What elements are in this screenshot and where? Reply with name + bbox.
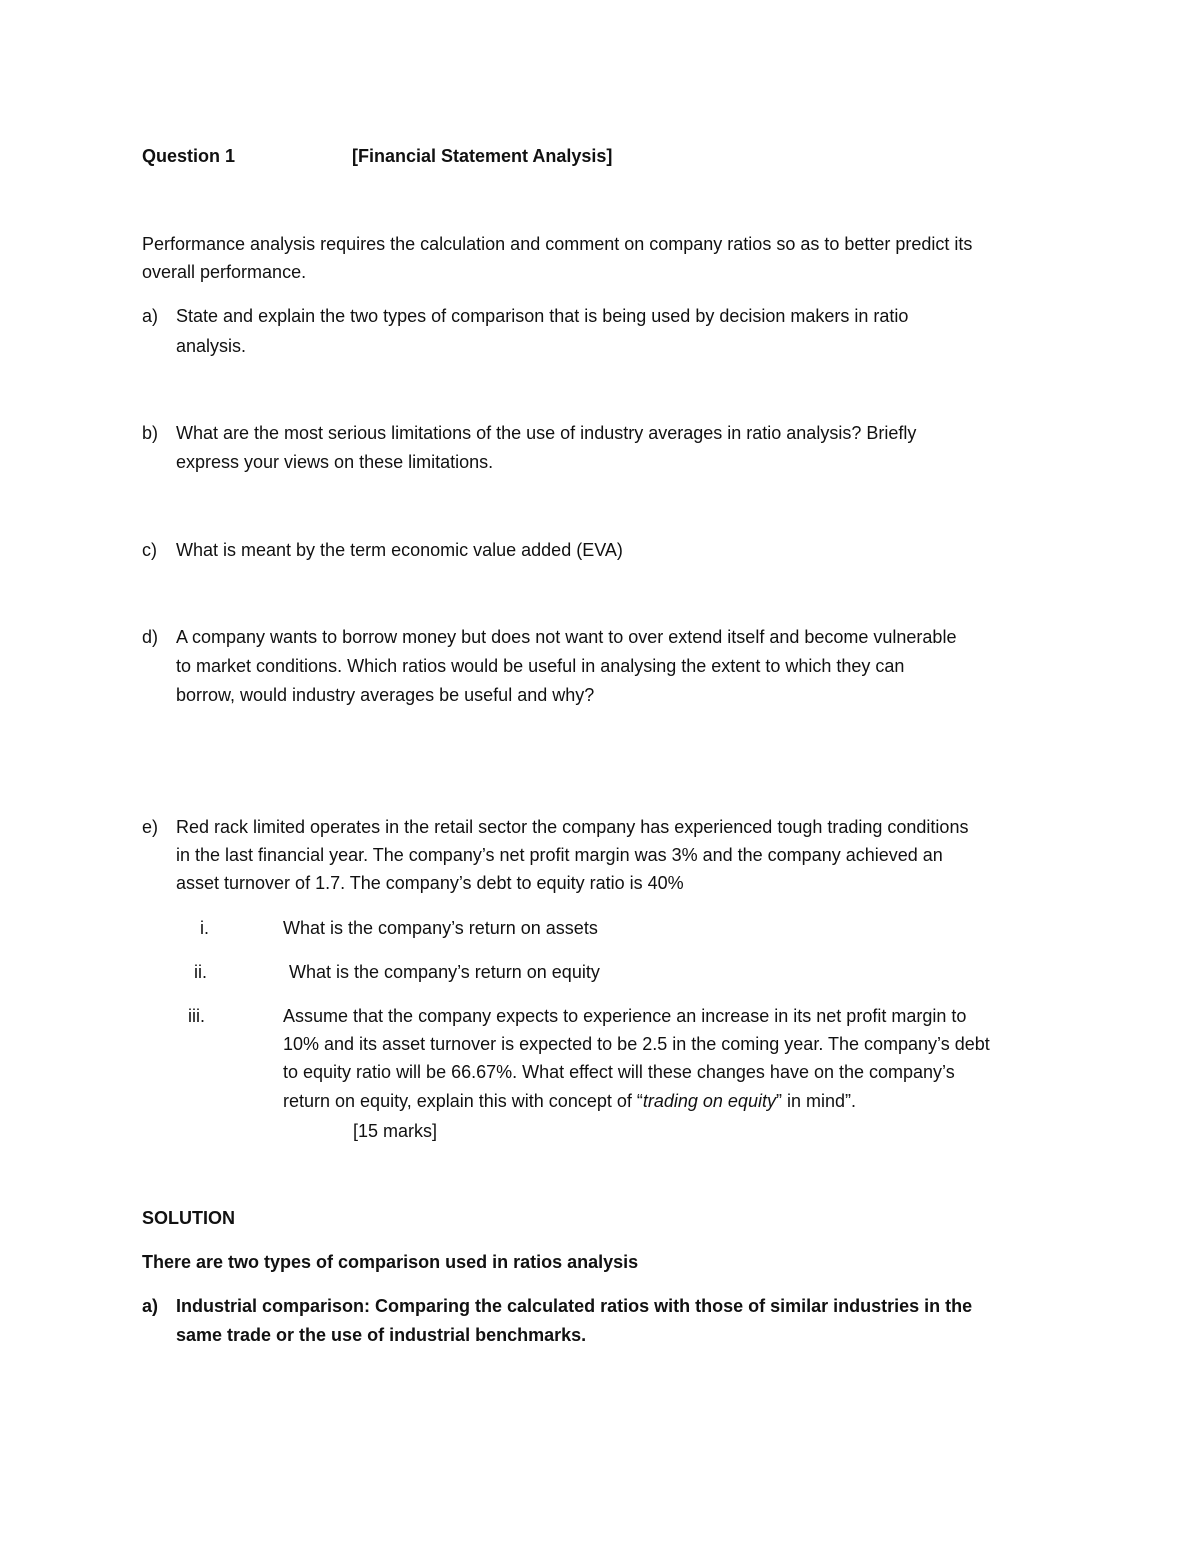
part-e-line-3: asset turnover of 1.7. The company’s debt to equity ratio is 40% (176, 873, 684, 893)
sub-ii-text: What is the company’s return on equity (289, 962, 600, 982)
question-topic: [Financial Statement Analysis] (352, 146, 613, 166)
trading-on-equity-term: trading on equity (642, 1091, 776, 1111)
part-b-line-1: What are the most serious limitations of the use of industry averages in ratio analysis? Briefly (176, 423, 917, 443)
sub-iii-line-4 (283, 1087, 856, 1115)
part-c-label: c) (142, 540, 157, 560)
part-e-line-1: Red rack limited operates in the retail sector the company has experienced tough trading conditions (176, 817, 969, 837)
marks-label: [15 marks] (353, 1121, 438, 1141)
part-a-line-1: State and explain the two types of comparison that is being used by decision makers in ratio (176, 306, 909, 326)
part-a-line-2: analysis. (176, 336, 247, 356)
sub-i-label: i. (200, 918, 209, 938)
sub-iii-line-2: 10% and its asset turnover is expected to be 2.5 in the coming year. The company’s debt (283, 1034, 990, 1054)
part-a-label: a) (142, 306, 159, 326)
solution-a-label: a) (142, 1296, 159, 1316)
solution-heading: SOLUTION (142, 1208, 235, 1228)
part-b-line-2: express your views on these limitations. (176, 452, 494, 472)
sub-iii-label: iii. (188, 1006, 205, 1026)
solution-a-line-1: Industrial comparison: Comparing the calculated ratios with those of similar industries in the (176, 1296, 973, 1316)
sub-ii-label: ii. (194, 962, 207, 982)
sub-iii-line-1: Assume that the company expects to experience an increase in its net profit margin to (283, 1006, 967, 1026)
part-b-label: b) (142, 423, 159, 443)
part-c-line-1: What is meant by the term economic value added (EVA) (176, 540, 623, 560)
intro-line-1: Performance analysis requires the calculation and comment on company ratios so as to better predict its (142, 234, 973, 254)
part-d-line-3: borrow, would industry averages be useful and why? (176, 685, 595, 705)
intro-line-2: overall performance. (142, 262, 307, 282)
sub-i-text: What is the company’s return on assets (283, 918, 598, 938)
question-number: Question 1 (142, 146, 236, 166)
part-e-label: e) (142, 817, 159, 837)
sub-iii-line-3: to equity ratio will be 66.67%. What effect will these changes have on the company’s (283, 1062, 955, 1082)
sub-iii-line-4-end: ” in mind”. (775, 1091, 856, 1111)
part-d-label: d) (142, 627, 159, 647)
part-e-line-2: in the last financial year. The company’s net profit margin was 3% and the company achieved an (176, 845, 943, 865)
solution-a-line-2: same trade or the use of industrial benchmarks. (176, 1325, 587, 1345)
sub-iii-line-4-start: return on equity, explain this with concept of “ (283, 1091, 643, 1111)
part-d-line-2: to market conditions. Which ratios would be useful in analysing the extent to which they can (176, 656, 905, 676)
solution-intro: There are two types of comparison used in ratios analysis (142, 1252, 639, 1272)
part-d-line-1: A company wants to borrow money but does not want to over extend itself and become vulnerable (176, 627, 957, 647)
